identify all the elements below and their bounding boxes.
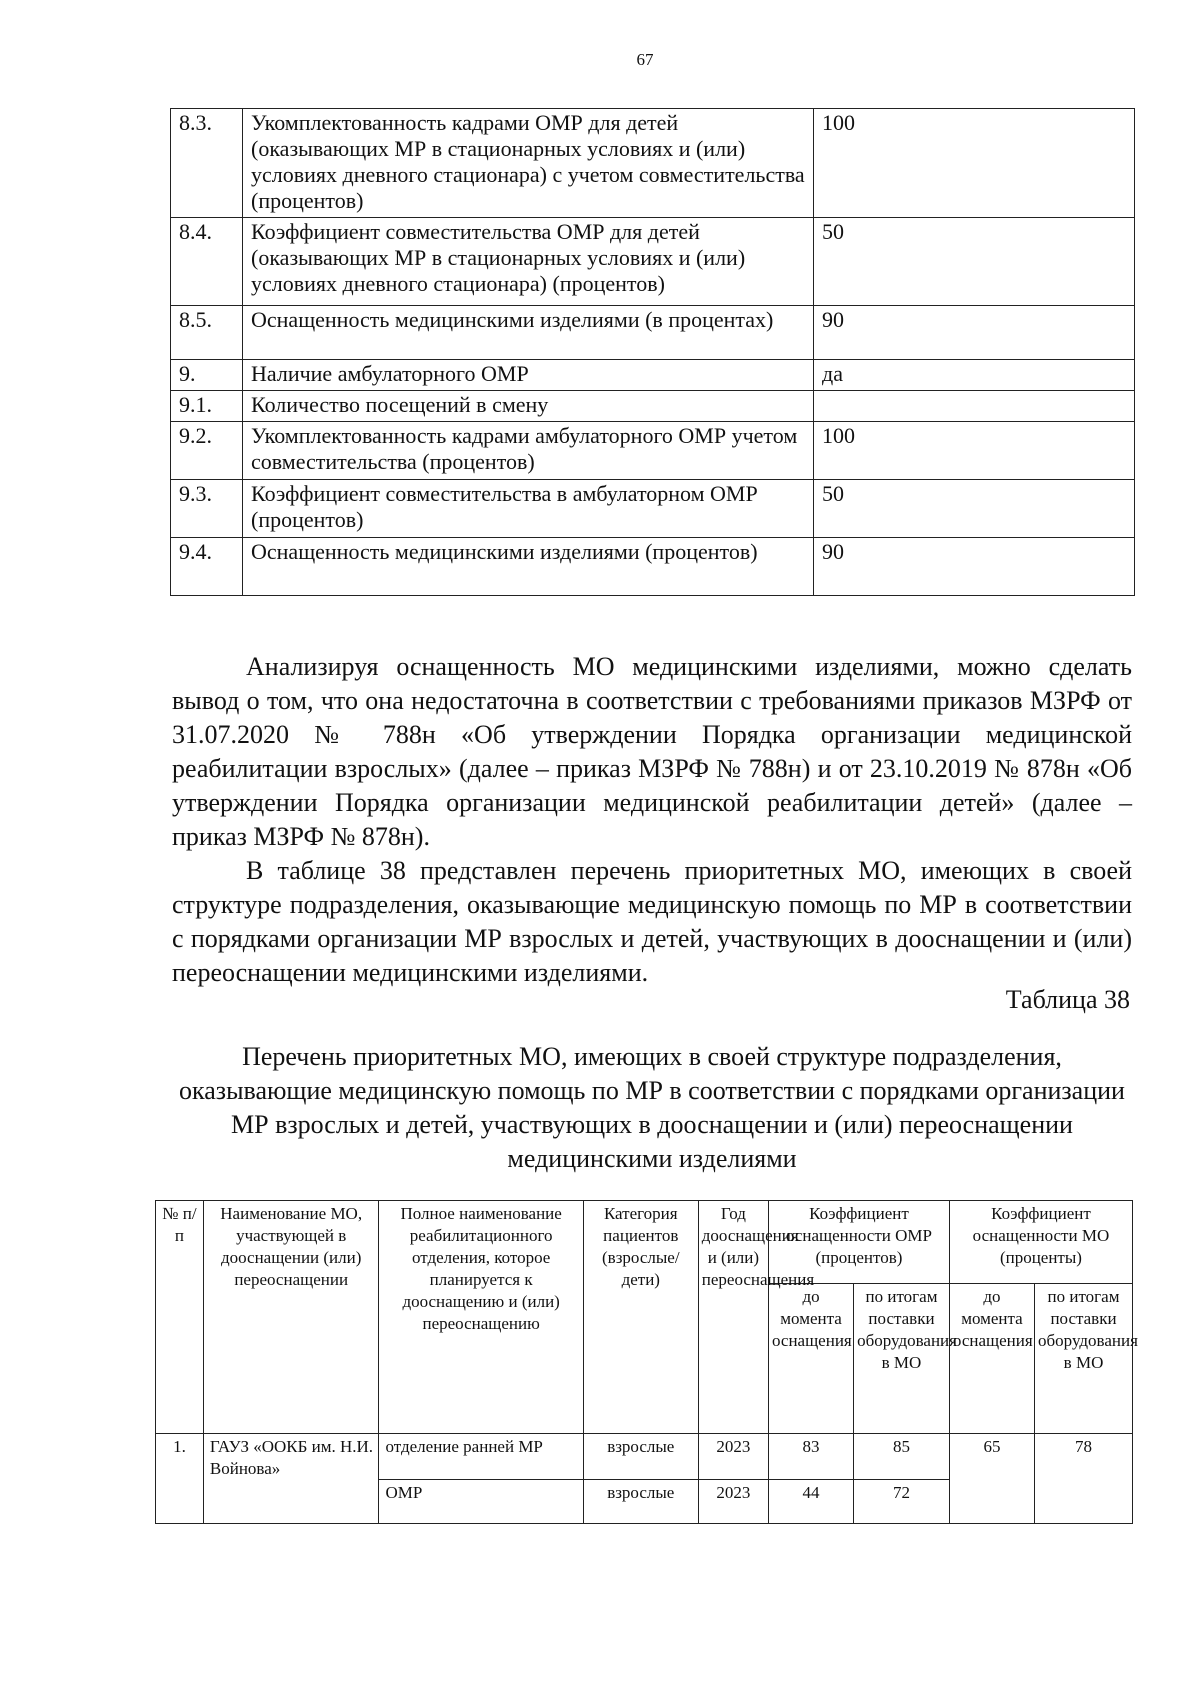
row-number: 9.2. (171, 422, 243, 480)
row-name: Наличие амбулаторного ОМР (243, 360, 814, 391)
row-number: 9. (171, 360, 243, 391)
table-row (171, 538, 1135, 596)
table-row (171, 109, 1135, 218)
header-mo-name: Наименование МО, участвующей в дооснащении (или) переоснащении (203, 1201, 379, 1434)
header-row (156, 1201, 1133, 1284)
row-value (814, 391, 1135, 422)
row-number: 9.4. (171, 538, 243, 596)
cell-category: взрослые (583, 1480, 698, 1524)
cell-mo-after: 78 (1035, 1434, 1133, 1524)
row-value: 90 (814, 538, 1135, 596)
row-number: 9.1. (171, 391, 243, 422)
row-number: 9.3. (171, 480, 243, 538)
cell-year: 2023 (698, 1480, 768, 1524)
cell-category: взрослые (583, 1434, 698, 1480)
row-name: Укомплектованность кадрами амбулаторного ОМР учетом совместительства (процентов) (243, 422, 814, 480)
paragraph: Анализируя оснащенность МО медицинскими изделиями, можно сделать вывод о том, что она недостаточна в соответствии с требованиями приказов МЗРФ от 31.07.2020 № 788н «Об утверждении Порядка организации медицинской реабилитации взрослых» (далее – приказ МЗРФ № 788н) и от 23.10.2019 № 878н «Об утверждении Порядка организации медицинской реабилитации детей» (далее – приказ МЗРФ № 878н). (172, 652, 1132, 851)
cell-omr-after: 72 (854, 1480, 950, 1524)
header-omr-after: по итогам поставки оборудования в МО (854, 1284, 950, 1434)
table-row (171, 391, 1135, 422)
row-number: 8.5. (171, 306, 243, 360)
row-name: Оснащенность медицинскими изделиями (в процентах) (243, 306, 814, 360)
row-value: да (814, 360, 1135, 391)
header-year: Год дооснащения и (или) переоснащения (698, 1201, 768, 1434)
row-name: Количество посещений в смену (243, 391, 814, 422)
table-title: Перечень приоритетных МО, имеющих в своей структуре подразделения, оказывающие медицинскую помощь по МР в соответствии с порядками организации МР взрослых и детей, участвующих в дооснащении и (или) переоснащении медицинскими изделиями (179, 1042, 1125, 1173)
body-text (172, 650, 1132, 990)
row-value: 50 (814, 480, 1135, 538)
table-row (171, 218, 1135, 306)
cell-num: 1. (156, 1434, 204, 1524)
cell-dept: отделение ранней МР (379, 1434, 583, 1480)
header-num: № п/п (156, 1201, 204, 1434)
cell-mo-name: ГАУЗ «ООКБ им. Н.И. Войнова» (203, 1434, 379, 1524)
cell-omr-after: 85 (854, 1434, 950, 1480)
table-row (156, 1434, 1133, 1480)
row-number: 8.4. (171, 218, 243, 306)
priority-mo-table (155, 1200, 1138, 1524)
cell-dept: ОМР (379, 1480, 583, 1524)
header-category: Категория пациентов (взрослые/ дети) (583, 1201, 698, 1434)
row-name: Укомплектованность кадрами ОМР для детей (оказывающих МР в стационарных условиях и (или) условиях дневного стационара) с учетом совместительства (процентов) (243, 109, 814, 218)
cell-mo-before: 65 (949, 1434, 1034, 1524)
row-number: 8.3. (171, 109, 243, 218)
paragraph: В таблице 38 представлен перечень приоритетных МО, имеющих в своей структуре подразделения, оказывающие медицинскую помощь по МР в соответствии с порядками организации МР взрослых и детей, участвующих в дооснащении и (или) переоснащении медицинскими изделиями. (172, 856, 1132, 987)
table-row (171, 480, 1135, 538)
header-dept-name: Полное наименование реабилитационного отделения, которое планируется к дооснащению и (или) переоснащению (379, 1201, 583, 1434)
header-omr-before: до момента оснащения (768, 1284, 853, 1434)
row-value: 50 (814, 218, 1135, 306)
row-name: Коэффициент совместительства в амбулаторном ОМР (процентов) (243, 480, 814, 538)
table-row (171, 306, 1135, 360)
cell-omr-before: 83 (768, 1434, 853, 1480)
table-label: Таблица 38 (1005, 985, 1130, 1014)
header-mo-coef: Коэффициент оснащенности МО (проценты) (949, 1201, 1132, 1284)
row-value: 100 (814, 422, 1135, 480)
page-number: 67 (636, 50, 654, 69)
row-value: 90 (814, 306, 1135, 360)
table-row (171, 360, 1135, 391)
header-mo-after: по итогам поставки оборудования в МО (1035, 1284, 1133, 1434)
cell-year: 2023 (698, 1434, 768, 1480)
cell-omr-before: 44 (768, 1480, 853, 1524)
header-omr-coef: Коэффициент оснащенности ОМР (процентов) (768, 1201, 949, 1284)
table-row (171, 422, 1135, 480)
indicators-table (170, 108, 1135, 596)
header-mo-before: до момента оснащения (949, 1284, 1034, 1434)
row-value: 100 (814, 109, 1135, 218)
row-name: Оснащенность медицинскими изделиями (процентов) (243, 538, 814, 596)
row-name: Коэффициент совместительства ОМР для детей (оказывающих МР в стационарных условиях и (или) условиях дневного стационара) (процентов) (243, 218, 814, 306)
